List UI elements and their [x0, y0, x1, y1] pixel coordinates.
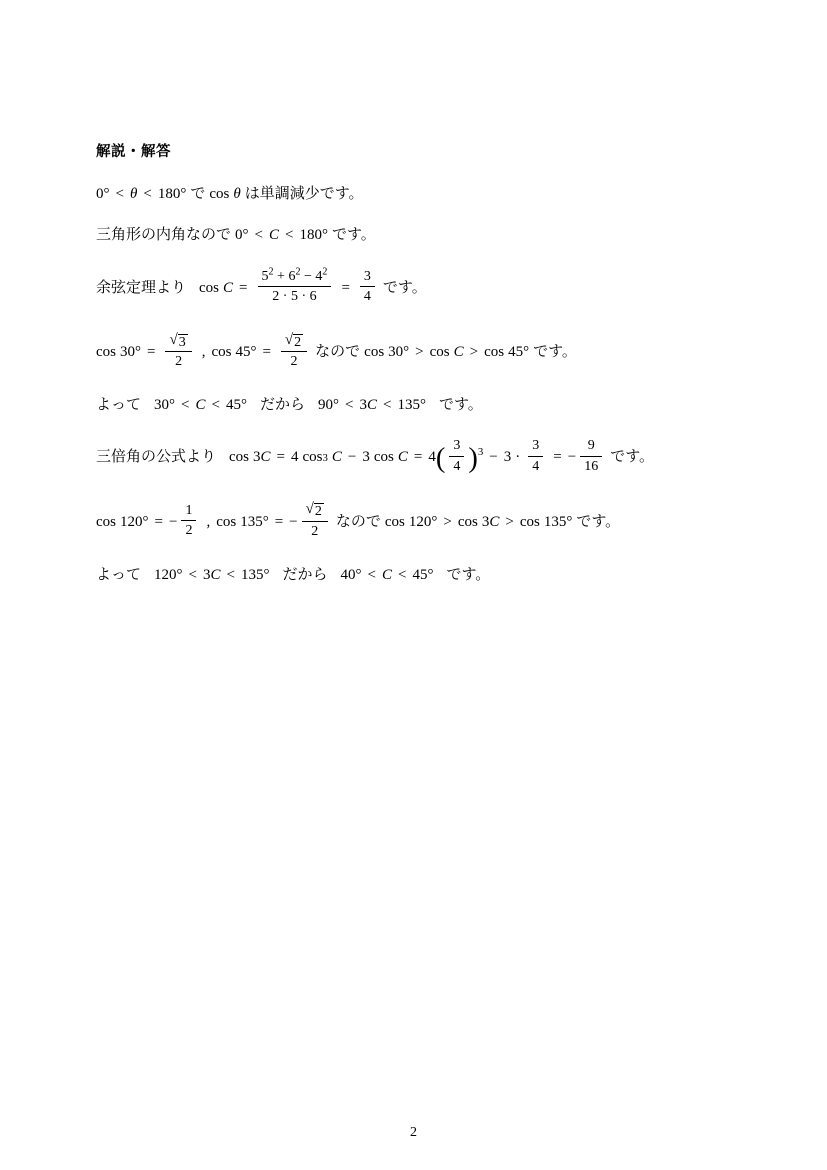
degree-sign: °: [419, 396, 426, 413]
fraction-numerator: [302, 501, 328, 519]
particle-de: で: [190, 186, 206, 202]
value-30: 30: [154, 396, 170, 413]
variable-c: C: [195, 396, 206, 413]
degree-sign: °: [242, 227, 249, 243]
value-three: 3: [362, 449, 370, 466]
less-than: <: [226, 566, 235, 583]
greater-than: >: [505, 513, 514, 530]
minus-sign: −: [489, 449, 498, 466]
value-four: 4: [291, 449, 299, 466]
value-40: 40: [340, 566, 356, 583]
cos-operator: cos: [364, 343, 385, 360]
text-monotone-decreasing: は単調減少です。: [244, 186, 364, 202]
less-than: <: [285, 227, 294, 243]
fraction-three-fourths: [449, 437, 464, 475]
variable-c: C: [453, 343, 464, 360]
fraction-numerator: 9: [587, 438, 595, 454]
value-six: 6: [288, 268, 296, 284]
math-line-1: [96, 187, 736, 202]
cos-operator: cos: [457, 513, 478, 530]
fraction-denominator: 4: [532, 458, 540, 474]
text-desu: です。: [331, 227, 376, 243]
degree-sign: °: [103, 186, 110, 202]
section-heading: 解説・解答: [96, 144, 171, 160]
degree-sign: °: [566, 513, 573, 530]
square-root: [285, 333, 303, 350]
value-four: 4: [315, 268, 323, 284]
variable-c: C: [210, 566, 221, 583]
value-30: 30: [388, 343, 404, 360]
variable-c: C: [489, 513, 500, 530]
radical-sign: √: [284, 331, 294, 348]
less-than: <: [115, 186, 124, 202]
less-than: <: [188, 566, 197, 583]
value-90: 90: [317, 396, 333, 413]
minus-sign: −: [347, 449, 357, 466]
value-45: 45: [508, 343, 524, 360]
text-law-of-cosines: 余弦定理より: [96, 279, 187, 296]
fraction-bar: [181, 520, 196, 521]
fraction-numerator: 1: [185, 502, 193, 518]
math-line-5: [96, 398, 736, 413]
fraction-numerator: 3: [363, 268, 371, 284]
value-120: 120: [120, 513, 143, 530]
variable-c: C: [260, 449, 271, 466]
fraction-cos-c-expression: [258, 265, 332, 306]
radicand-three: 3: [178, 334, 186, 350]
text-interior-angle: 三角形の内角なので: [96, 227, 232, 243]
fraction-denominator: 2: [185, 523, 193, 539]
dot-operator: ·: [282, 289, 288, 304]
text-nanode: なので: [315, 343, 361, 360]
fraction-denominator: 2: [311, 523, 319, 539]
minus-sign: −: [567, 449, 577, 466]
exponent-two: 2: [322, 265, 328, 277]
equals-sign: =: [553, 449, 562, 466]
fraction-numerator: [165, 332, 191, 350]
fraction-bar: [449, 456, 464, 457]
fraction-denominator: 4: [363, 289, 371, 304]
fraction-denominator: 4: [453, 458, 461, 474]
variable-c: C: [366, 396, 377, 413]
fraction-numerator: [281, 332, 307, 350]
comma-separator: ,: [206, 513, 211, 530]
radical-sign: √: [169, 331, 178, 348]
value-45: 45: [412, 566, 428, 583]
degree-sign: °: [262, 513, 269, 530]
degree-sign: °: [250, 343, 257, 360]
math-line-7: [96, 503, 736, 542]
less-than: <: [143, 186, 152, 202]
text-nanode: なので: [335, 513, 381, 530]
minus-sign: −: [289, 513, 298, 530]
variable-c: C: [331, 449, 342, 466]
degree-sign: °: [523, 343, 530, 360]
cos-operator: cos: [229, 449, 250, 466]
degree-sign: °: [263, 566, 270, 583]
text-dakara: だから: [259, 396, 305, 413]
math-line-8: [96, 568, 736, 583]
text-yotte: よって: [96, 396, 142, 413]
page-number: 2: [410, 1125, 417, 1140]
fraction-bar: [360, 286, 375, 287]
text-desu: です。: [576, 513, 621, 530]
value-two: 2: [272, 289, 280, 304]
variable-c: C: [268, 227, 279, 243]
fraction-three-fourths: [528, 437, 543, 475]
value-three: 3: [359, 396, 367, 413]
fraction-denominator: 2: [175, 353, 183, 369]
greater-than: >: [469, 343, 479, 360]
fraction-bar: [258, 286, 332, 287]
theta-symbol: θ: [233, 186, 241, 202]
degree-sign: °: [176, 566, 183, 583]
square-root: [306, 502, 324, 519]
cos-operator: cos: [373, 449, 394, 466]
value-three: 3: [481, 513, 490, 530]
text-desu: です。: [446, 566, 491, 583]
value-three: 3: [253, 449, 261, 466]
degree-sign: °: [180, 186, 187, 202]
value-five: 5: [290, 289, 298, 304]
greater-than: >: [443, 513, 452, 530]
equals-sign: =: [413, 449, 423, 466]
plus-sign: +: [277, 268, 285, 284]
value-180: 180: [299, 227, 322, 243]
cos-operator: cos: [96, 343, 116, 360]
theta-symbol: θ: [129, 186, 138, 202]
cos-operator: cos: [199, 279, 220, 296]
fraction-bar: [302, 521, 328, 522]
less-than: <: [254, 227, 263, 243]
value-30: 30: [120, 343, 135, 360]
dot-operator: ·: [301, 289, 307, 304]
minus-sign: −: [304, 268, 312, 284]
equals-sign: =: [262, 343, 271, 360]
math-line-2: [96, 228, 736, 243]
value-180: 180: [157, 186, 181, 202]
equals-sign: =: [276, 449, 285, 466]
fraction-one-half: [181, 502, 196, 540]
degree-sign: °: [332, 396, 339, 413]
degree-sign: °: [321, 227, 328, 243]
document-body: [96, 140, 736, 609]
degree-sign: °: [142, 513, 149, 530]
cos-operator: cos: [484, 343, 505, 360]
text-triple-angle-formula: 三倍角の公式より: [96, 449, 217, 466]
degree-sign: °: [427, 566, 434, 583]
fraction-numerator: 3: [532, 438, 540, 454]
fraction-bar: [165, 351, 191, 352]
math-line-3: [96, 265, 736, 307]
value-135: 135: [397, 396, 420, 413]
cos-operator: cos: [429, 343, 450, 360]
value-120: 120: [408, 513, 432, 530]
fraction-sqrt2-over-2: [302, 501, 328, 540]
cos-operator: cos: [211, 343, 232, 360]
text-desu: です。: [438, 396, 483, 413]
text-desu: です。: [533, 343, 577, 360]
cos-operator: cos: [384, 513, 405, 530]
value-zero: 0: [235, 227, 243, 243]
fraction-denominator: [268, 288, 320, 306]
text-dakara: だから: [282, 566, 328, 583]
fraction-sqrt2-over-2: [281, 332, 307, 371]
fraction-denominator: 16: [584, 458, 599, 474]
cos-operator: cos: [519, 513, 540, 530]
value-three: 3: [202, 566, 211, 583]
fraction-sqrt3-over-2: [165, 332, 191, 371]
comma-separator: ,: [201, 343, 206, 360]
degree-sign: °: [169, 396, 176, 413]
less-than: <: [382, 396, 392, 413]
degree-sign: °: [355, 566, 362, 583]
variable-c: C: [397, 449, 408, 466]
variable-c: C: [223, 279, 234, 296]
value-135: 135: [240, 513, 263, 530]
degree-sign: °: [431, 513, 438, 530]
value-135: 135: [543, 513, 567, 530]
equals-sign: =: [147, 343, 156, 360]
value-six: 6: [309, 289, 317, 304]
cos-operator: cos: [302, 449, 323, 466]
variable-c: C: [381, 566, 392, 583]
radicand-two: 2: [314, 504, 322, 520]
greater-than: >: [415, 343, 424, 360]
radicand-two: 2: [294, 334, 302, 350]
text-desu: です。: [382, 279, 427, 296]
fraction-nine-sixteenths: [580, 437, 602, 475]
less-than: <: [344, 396, 354, 413]
fraction-three-fourths: [360, 268, 375, 306]
fraction-bar: [528, 456, 543, 457]
value-120: 120: [154, 566, 177, 583]
equals-sign: =: [239, 279, 248, 296]
minus-sign: −: [168, 513, 178, 530]
equals-sign: =: [274, 513, 284, 530]
equals-sign: =: [154, 513, 163, 530]
less-than: <: [367, 566, 376, 583]
square-root: [169, 333, 187, 350]
degree-sign: °: [240, 396, 247, 413]
exponent-two: 2: [295, 265, 301, 277]
degree-sign: °: [135, 343, 141, 360]
fraction-numerator: [258, 265, 332, 286]
cos-operator: cos: [216, 513, 237, 530]
cos-operator: cos: [96, 513, 116, 530]
degree-sign: °: [403, 343, 410, 360]
exponent-two: 2: [268, 265, 274, 277]
equals-sign: =: [341, 279, 350, 296]
value-135: 135: [240, 566, 264, 583]
value-45: 45: [235, 343, 251, 360]
text-yotte: よって: [96, 566, 142, 583]
less-than: <: [211, 396, 220, 413]
dot-operator: ·: [515, 449, 521, 466]
value-three: 3: [503, 449, 512, 466]
less-than: <: [397, 566, 407, 583]
cos-operator: cos: [209, 186, 230, 202]
value-zero: 0: [96, 186, 104, 202]
fraction-bar: [281, 351, 307, 352]
value-45: 45: [225, 396, 241, 413]
value-four: 4: [428, 449, 436, 466]
text-desu: です。: [610, 449, 654, 466]
fraction-bar: [580, 456, 602, 457]
fraction-numerator: 3: [453, 438, 461, 454]
math-line-4: [96, 333, 736, 372]
value-five: 5: [261, 268, 269, 284]
fraction-denominator: 2: [290, 353, 298, 369]
radical-sign: √: [305, 501, 314, 518]
math-line-6: 三倍角の公式より cos 3 C = 4 cos 3 C − 3 cos C = 4 ( $\frac{3}{4}$ ) 3 − 3 · $\frac{3}{4}$ = − $\frac{9}{16}$ です。: [96, 438, 654, 475]
less-than: <: [181, 396, 190, 413]
